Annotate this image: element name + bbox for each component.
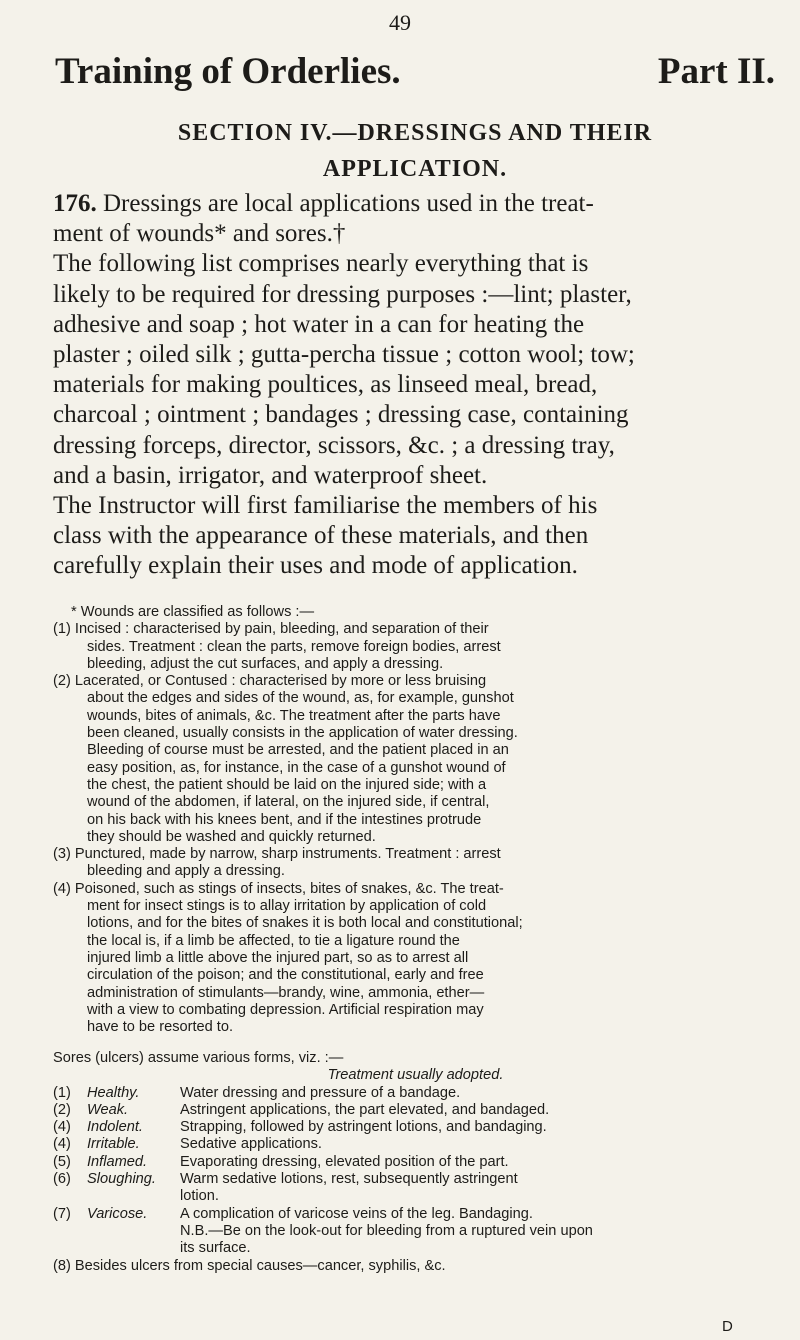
paragraph-line: The Instructor will first familiarise the members of his (53, 492, 598, 520)
sores-row: its surface. (180, 1240, 251, 1257)
footnote-item-poisoned: (4) Poisoned, such as stings of insects, bites of snakes, &c. The treat- ment for insect stings is to allay irritation by application of cold lotions, and for the bites of snakes it is both local and constitutional; the local is, if a limb be affected, to tie a ligature round the injured limb a little above the injured part, so as to arrest all circulation of the poison; and the constitutional, early and free administration of stimulants—brandy, wine, ammonia, ether— with a view to combating depression. Artificial respiration may have to be resorted to. (53, 880, 523, 1036)
sores-row: (5) Inflamed. Evaporating dressing, elevated position of the part. (53, 1153, 509, 1170)
footnote-sores (53, 1050, 778, 1275)
paragraph-line: adhesive and soap ; hot water in a can for heating the (53, 310, 585, 338)
paragraph-line: and a basin, irrigator, and waterproof sheet. (53, 461, 488, 489)
paragraph-line: likely to be required for dressing purposes :—lint; plaster, (53, 280, 632, 308)
footnote-intro: * Wounds are classified as follows :— (71, 604, 315, 620)
paragraph-line: dressing forceps, director, scissors, &c. ; a dressing tray, (53, 431, 615, 459)
paragraph-line: class with the appearance of these materials, and then (53, 522, 589, 550)
footnote-item-incised: (1) Incised : characterised by pain, bleeding, and separation of their sides. Treatment : clean the parts, remove foreign bodies, arrest bleeding, adjust the cut surfaces, and apply a dressing. (53, 621, 501, 672)
section-heading (55, 115, 775, 187)
sores-intro: Sores (ulcers) assume various forms, viz. :— (53, 1050, 344, 1066)
sores-row: (1) Healthy. Water dressing and pressure of a bandage. (53, 1084, 461, 1101)
running-head (55, 50, 775, 93)
paragraph-line: plaster ; oiled silk ; gutta-percha tissue ; cotton wool; tow; (53, 341, 635, 369)
footnote-wounds (53, 604, 778, 1036)
running-head-part: Part II. (657, 51, 775, 92)
section-heading-line-2: APPLICATION. (322, 156, 508, 182)
paragraph-176 (53, 189, 778, 582)
footnote-item-lacerated: (2) Lacerated, or Contused : characterised by more or less bruising about the edges and sides of the wound, as, for example, gunshot wounds, bites of animals, &c. The treatment after the parts have been cleaned, usually consists in the application of water dressing. Bleeding of course must be arrested, and the patient placed in an easy position, as, for instance, in the case of a gunshot wound of the chest, the patient should be laid on the injured side; with a wound of the abdomen, if lateral, on the injured side, if central, on his back with his knees bent, and if the intestines protrude they should be washed and quickly returned. (53, 673, 518, 845)
running-head-title: Training of Orderlies. (55, 51, 401, 92)
page-number: 49 (389, 10, 411, 35)
paragraph-line: carefully explain their uses and mode of application. (53, 552, 578, 580)
sores-row: lotion. (180, 1188, 219, 1205)
section-heading-line-1: SECTION IV.—DRESSINGS AND THEIR (177, 120, 653, 146)
paragraph-number: 176. (53, 190, 97, 217)
paragraph-line: charcoal ; ointment ; bandages ; dressing case, containing (53, 401, 629, 429)
paragraph-line: 176. Dressings are local applications used in the treat- (53, 190, 594, 217)
paragraph-line: ment of wounds* and sores.† (53, 220, 346, 248)
sores-closing: (8) Besides ulcers from special causes—cancer, syphilis, &c. (53, 1257, 446, 1274)
signature-mark: D (722, 1318, 733, 1335)
sores-row: N.B.—Be on the look-out for bleeding from a ruptured vein upon (180, 1222, 593, 1239)
paragraph-line: materials for making poultices, as linseed meal, bread, (53, 371, 598, 399)
sores-row: (7) Varicose. A complication of varicose veins of the leg. Bandaging. (53, 1205, 533, 1222)
sores-row: (6) Sloughing. Warm sedative lotions, rest, subsequently astringent (53, 1171, 518, 1188)
paragraph-line: The following list comprises nearly everything that is (53, 250, 589, 278)
sores-row: (4) Irritable. Sedative applications. (53, 1136, 322, 1153)
footnote-item-punctured: (3) Punctured, made by narrow, sharp instruments. Treatment : arrest bleeding and apply a dressing. (53, 846, 501, 880)
sores-row: (2) Weak. Astringent applications, the part elevated, and bandaged. (53, 1101, 550, 1118)
sores-row: (4) Indolent. Strapping, followed by astringent lotions, and bandaging. (53, 1119, 547, 1136)
sores-treatment-heading: Treatment usually adopted. (327, 1067, 504, 1084)
